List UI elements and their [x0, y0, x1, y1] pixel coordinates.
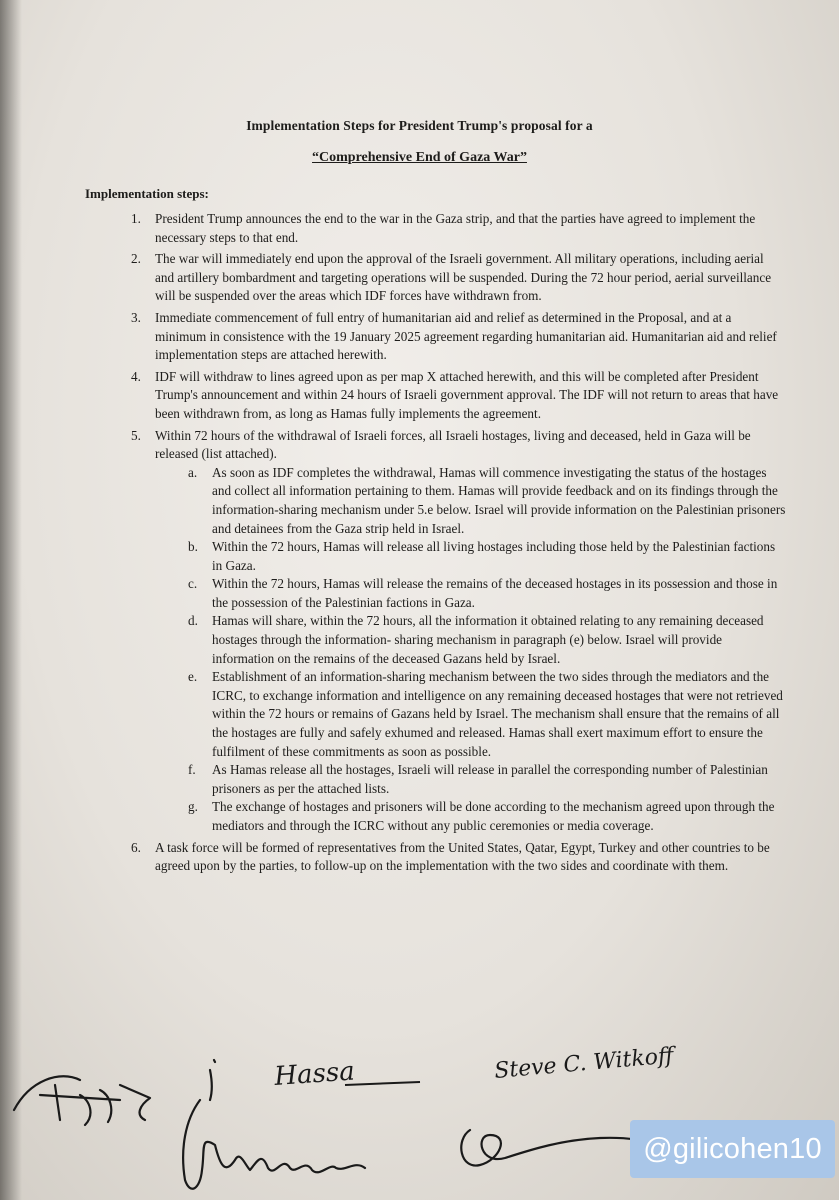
signature-underline — [345, 1082, 420, 1085]
step-6 — [0, 839, 839, 876]
step-number: 5. — [131, 427, 141, 443]
step-3 — [0, 309, 839, 365]
substep-text: Within the 72 hours, Hamas will release all living hostages including those held by the Palestinian factions in Gaza. — [212, 539, 776, 573]
step-text: IDF will withdraw to lines agreed upon as per map X attached herewith, and this will be completed after President Trump's announcement and within 24 hours of Israeli government approval. The IDF will not return to areas that have been withdrawn from, as long as Hamas fully implements the agreement. — [155, 368, 779, 421]
substep-b — [0, 538, 839, 575]
substep-text: As soon as IDF completes the withdrawal, Hamas will commence investigating the status of the hostages and collect all information pertaining to them. Hamas will provide feedback and on its findings through the information-sharing mechanism under 5.e below. Israel will provide information on the Palestinian prisoners and detainees from the Gaza strip held in Israel. — [212, 464, 786, 536]
watermark-handle-text: @gilicohen10 — [643, 1132, 822, 1165]
substep-letter: g. — [188, 799, 198, 815]
watermark-handle-badge — [630, 1120, 835, 1178]
substep-a — [0, 464, 839, 538]
substep-text: Hamas will share, within the 72 hours, all the information it obtained relating to any remaining deceased hostages through the information- sharing mechanism in paragraph (e) below. Israel will provide information on the remains of the deceased Gazans held by Israel. — [212, 613, 764, 666]
step-4 — [0, 368, 839, 424]
substep-letter: d. — [188, 613, 198, 629]
substep-e — [0, 668, 839, 761]
substep-text: As Hamas release all the hostages, Israeli will release in parallel the corresponding number of Palestinian prisoners as per the attached lists. — [212, 762, 768, 796]
substep-letter: c. — [188, 576, 198, 592]
step-number: 1. — [131, 211, 141, 226]
step-text: Immediate commencement of full entry of humanitarian aid and relief as determined in the Proposal, and at a minimum in consistence with the 19 January 2025 agreement regarding humanitarian aid. Humanitarian aid and relief implementation steps are attached herewith. — [155, 309, 777, 363]
document-title: Implementation Steps for President Trump's proposal for a — [246, 118, 593, 133]
substep-letter: a. — [188, 464, 198, 480]
substep-f — [0, 761, 839, 798]
substep-d — [0, 612, 839, 668]
step-2 — [0, 250, 839, 306]
substep-text: Within the 72 hours, Hamas will release the remains of the deceased hostages in its possession and those in the possession of the Palestinian factions in Gaza. — [212, 576, 778, 610]
substep-g — [0, 798, 839, 835]
step-number: 4. — [131, 368, 141, 384]
substep-letter: f. — [188, 762, 196, 778]
handwritten-name-1: Hassa — [273, 1056, 356, 1092]
substep-letter: e. — [188, 669, 198, 685]
document-subtitle: “Comprehensive End of Gaza War” — [312, 150, 527, 165]
step-text: A task force will be formed of representatives from the United States, Qatar, Egypt, Turkey and other countries to be agreed upon by the parties, to follow-up on the implementation with the two sides and coordinate with them. — [155, 839, 770, 874]
step-5 — [0, 427, 839, 464]
substep-text: The exchange of hostages and prisoners will be done according to the mechanism agreed upon through the mediators and through the ICRC without any public ceremonies or media coverage. — [212, 799, 775, 833]
step-1 — [0, 210, 839, 247]
substep-text: Establishment of an information-sharing mechanism between the two sides through the mediators and the ICRC, to exchange information and intelligence on any remaining deceased hostages that were not retrieved within the 72 hours or remains of Gazans held by Israel. The mechanism shall ensure that the remains of all the hostages are fully and safely exhumed and released. Hamas shall exert maximum effort to ensure the fulfilment of these commitments as soon as possible. — [212, 669, 783, 759]
handwritten-name-2: Steve C. Witkoff — [493, 1043, 675, 1084]
substep-c — [0, 575, 839, 612]
steps-list — [0, 210, 839, 876]
section-heading: Implementation steps: — [85, 186, 209, 201]
step-text: The war will immediately end upon the approval of the Israeli government. All military operations, including aerial and artillery bombardment and targeting operations will be suspended. During the 72 hour period, aerial surveillance will be suspended over the areas which IDF forces have withdrawn from. — [155, 251, 772, 304]
signature-1-mark — [14, 1076, 150, 1125]
step-text: President Trump announces the end to the war in the Gaza strip, and that the parties have agreed to implement the necessary steps to that end. — [155, 211, 756, 245]
step-text: Within 72 hours of the withdrawal of Israeli forces, all Israeli hostages, living and deceased, held in Gaza will be released (list attached). — [155, 427, 751, 462]
step-number: 6. — [131, 839, 141, 855]
step-number: 2. — [131, 251, 141, 267]
substep-letter: b. — [188, 539, 198, 555]
step-number: 3. — [131, 309, 141, 325]
